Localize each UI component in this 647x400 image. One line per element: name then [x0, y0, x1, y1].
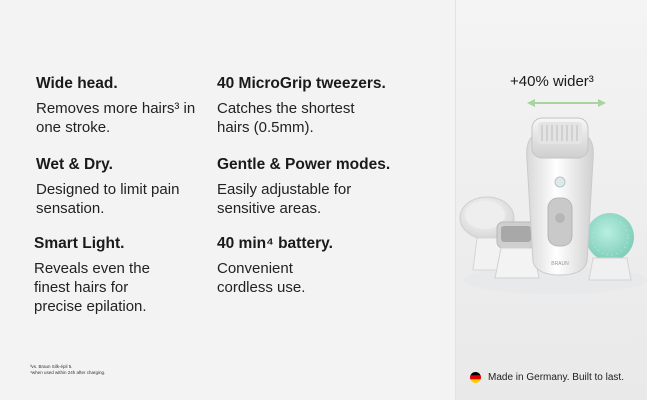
- feature-battery: [217, 235, 337, 297]
- footnote: ⁴when used within 24h after charging.: [30, 370, 106, 375]
- made-in-text: Made in Germany. Built to last.: [488, 372, 624, 383]
- footnotes: [30, 364, 105, 376]
- feature-title: 40 min⁴ battery.: [217, 235, 333, 252]
- feature-smart-light: [34, 235, 174, 316]
- product-illustration: [455, 0, 647, 400]
- width-arrow-icon: [527, 99, 606, 107]
- epilator-device: [527, 118, 594, 275]
- feature-description: Easily adjustable for sensitive areas.: [217, 181, 352, 217]
- mint-brush-attachment: [586, 213, 634, 280]
- feature-wet-dry: [36, 156, 206, 218]
- germany-flag-icon: [470, 372, 481, 383]
- made-in-badge: [470, 372, 624, 383]
- feature-description: Designed to limit pain sensation.: [36, 181, 180, 217]
- feature-title: Wide head.: [36, 75, 118, 92]
- feature-title: Wet & Dry.: [36, 156, 113, 173]
- feature-tweezers: [217, 75, 387, 137]
- feature-title: Gentle & Power modes.: [217, 156, 391, 173]
- wider-label: +40% wider³: [510, 73, 594, 90]
- feature-modes: [217, 156, 390, 218]
- feature-title: 40 MicroGrip tweezers.: [217, 75, 386, 92]
- smart-light-icon: [555, 177, 565, 187]
- feature-wide-head: [36, 75, 206, 137]
- feature-title: Smart Light.: [34, 235, 125, 252]
- feature-description: Convenient cordless use.: [217, 260, 306, 296]
- footnote: ³vs. Braun Silk-épil 5.: [30, 364, 73, 369]
- feature-description: Reveals even the finest hairs for precise epilation.: [34, 260, 150, 315]
- feature-description: Removes more hairs³ in one stroke.: [36, 100, 196, 136]
- brand-logo: BRAUN: [551, 261, 569, 267]
- feature-description: Catches the shortest hairs (0.5mm).: [217, 100, 355, 136]
